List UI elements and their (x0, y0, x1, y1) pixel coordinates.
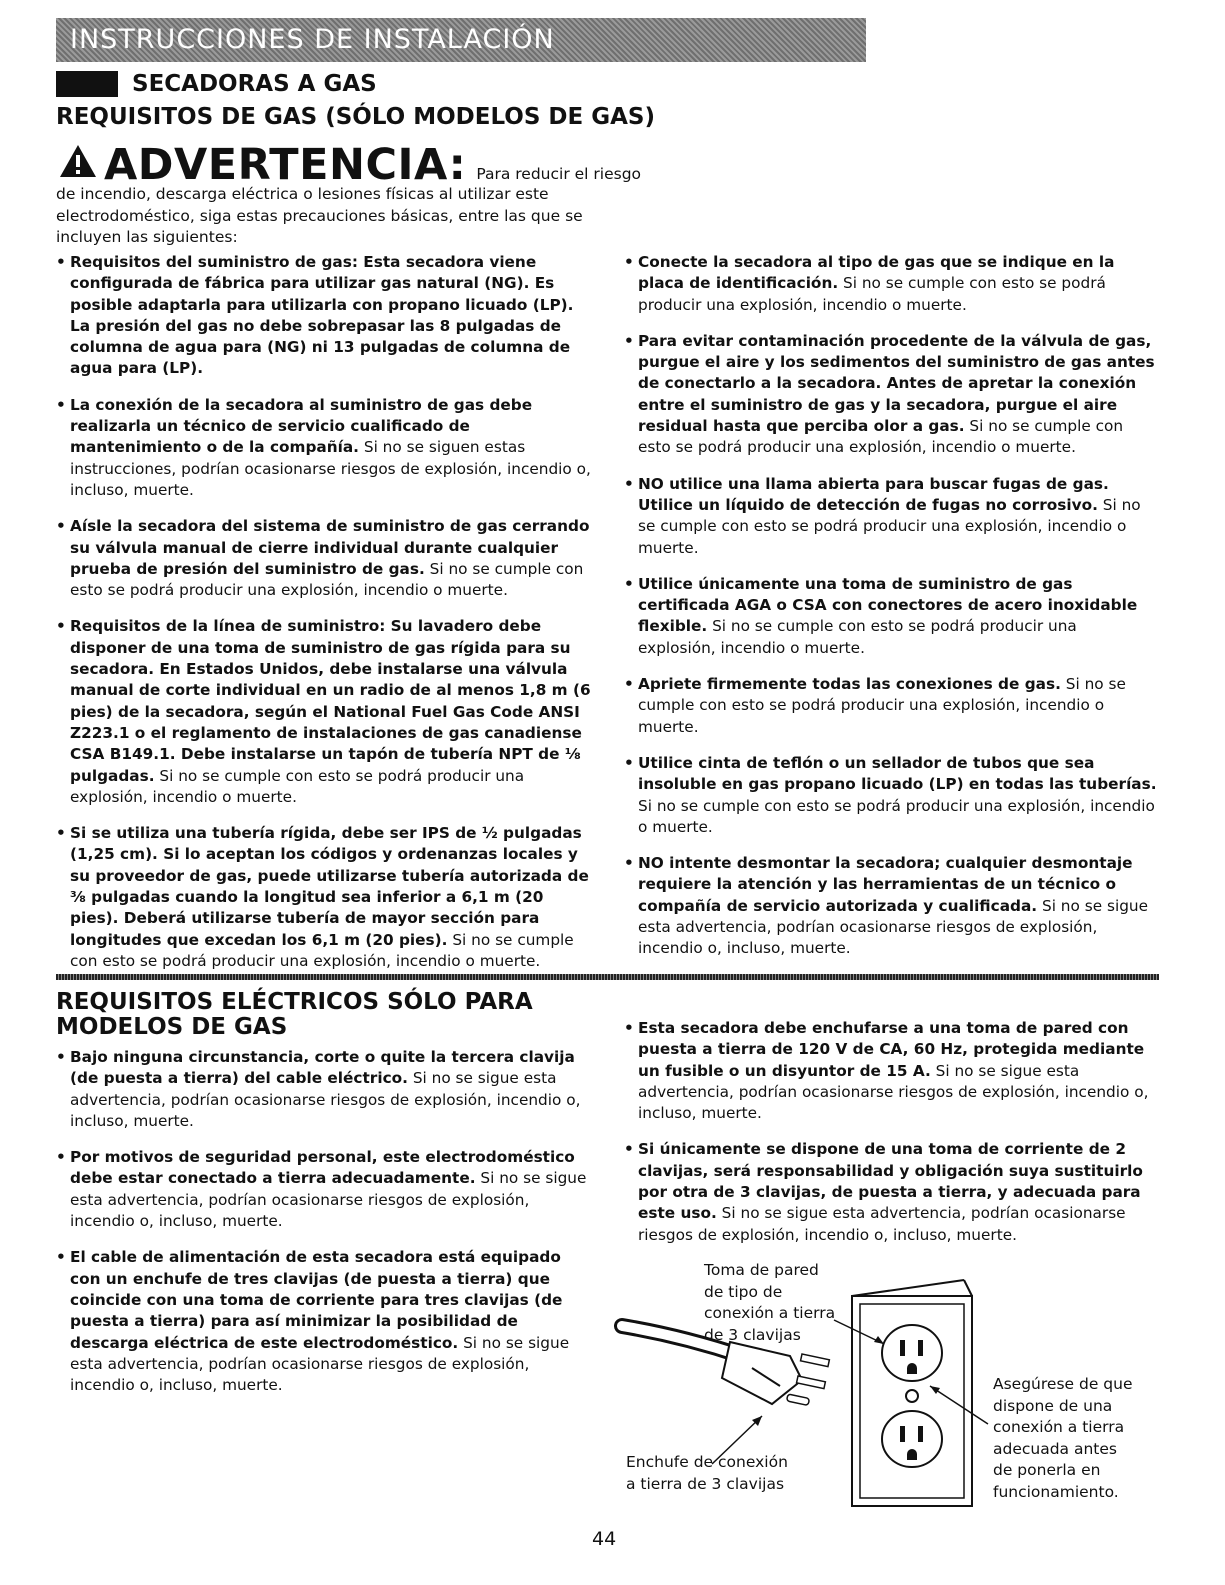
list-item-text: Si no se cumple con esto se podrá producir una explosión, incendio o muerte. (638, 796, 1155, 836)
list-item (624, 1139, 1159, 1245)
list-item (624, 853, 1159, 959)
caption-line: Enchufe de conexión (626, 1453, 788, 1471)
gas-requirements-title: REQUISITOS DE GAS (SÓLO MODELOS DE GAS) (56, 104, 655, 130)
list-item-bold-text: Esta secadora debe enchufarse a una toma de pared con puesta a tierra de 120 V de CA, 60 Hz, protegida mediante un fusible o un disyuntor de 15 A. (638, 1019, 1145, 1080)
electrical-left-column (56, 1047, 591, 1411)
list-item (56, 823, 591, 972)
outlet-receptacle-bottom (882, 1411, 942, 1467)
list-item-text: Si no se sigue esta advertencia, podrían ocasionarse riesgos de explosión, incendio o, incluso, muerte. (638, 1061, 1149, 1123)
section-header (56, 70, 377, 98)
list-item-text: Si no se cumple con esto se podrá producir una explosión, incendio o muerte. (638, 675, 1126, 736)
caption-line: Toma de pared (704, 1261, 819, 1279)
caption-line: conexión a tierra (704, 1304, 836, 1322)
electrical-title-line-1: REQUISITOS ELÉCTRICOS SÓLO PARA (56, 989, 533, 1015)
list-item-bold-text: Conecte la secadora al tipo de gas que se indique en la placa de identificación. (638, 253, 1115, 293)
list-item-text: Si no se sigue esta advertencia, podrían ocasionarse riesgos de explosión, incendio o, incluso, muerte. (638, 896, 1149, 958)
gas-requirements-left-column (56, 252, 591, 987)
warning-body: de incendio, descarga eléctrica o lesiones físicas al utilizar este electrodoméstico, siga estas precauciones básicas, entre las que se incluyen las siguientes: (56, 185, 583, 246)
caption-line: de tipo de (704, 1282, 783, 1301)
list-item (56, 516, 591, 601)
list-item-bold-text: El cable de alimentación de esta secadora está equipado con un enchufe de tres clavijas (de puesta a tierra) que coincide con una toma de corriente para tres clavijas (de puesta a tierra) para así minimizar la posibilidad de descarga eléctrica de este electrodoméstico. (70, 1248, 563, 1352)
list-item-bold-text: Por motivos de seguridad personal, este electrodoméstico debe estar conectado a tierra adecuadamente. (70, 1148, 575, 1188)
list-item-bold-text: NO utilice una llama abierta para buscar fugas de gas. Utilice un líquido de detección de fugas no corrosivo. (638, 474, 1109, 514)
list-item-bold-text: Aísle la secadora del sistema de suministro de gas cerrando su válvula manual de cierre individual durante cualquier prueba de presión del suministro de gas. (70, 517, 590, 578)
list-item-bold-text: Bajo ninguna circunstancia, corte o quite la tercera clavija (de puesta a tierra) del cable eléctrico. (70, 1048, 575, 1088)
list-item-text: Si no se sigue esta advertencia, podrían ocasionarse riesgos de explosión, incendio o, incluso, muerte. (70, 1333, 570, 1395)
list-item (624, 674, 1159, 738)
caption-line: conexión a tierra (993, 1418, 1125, 1436)
electrical-title-line-2: MODELOS DE GAS (56, 1014, 288, 1040)
list-item (624, 753, 1159, 838)
electrical-requirements-title (56, 990, 533, 1040)
list-item (56, 395, 591, 501)
list-item (624, 474, 1159, 559)
list-item-text: Si no se cumple con esto se podrá producir una explosión, incendio o muerte. (638, 417, 1124, 457)
section-banner: INSTRUCCIONES DE INSTALACIÓN (56, 18, 866, 62)
header-block-marker (56, 71, 118, 97)
list-item (624, 331, 1159, 459)
list-item (56, 1047, 591, 1132)
list-item-bold-text: Utilice únicamente una toma de suministro de gas certificada AGA o CSA con conectores de acero inoxidable flexible. (638, 574, 1138, 636)
caption-line: a tierra de 3 clavijas (626, 1474, 785, 1493)
section-divider (56, 974, 1159, 980)
list-item-bold-text: Para evitar contaminación procedente de la válvula de gas, purgue el aire y los sedimentos del suministro de gas antes de conectarlo a la secadora. Antes de apretar la conexión entre el suministro de gas y la secadora, purgue el aire residual hasta que perciba olor a gas. (638, 331, 1155, 436)
caption-line: adecuada antes (993, 1439, 1117, 1458)
list-item (56, 1147, 591, 1232)
list-item-text: Si no se cumple con esto se podrá producir una explosión, incendio o muerte. (70, 559, 584, 600)
list-item-text: Si no se sigue esta advertencia, podrían ocasionarse riesgos de explosión, incendio o, incluso, muerte. (638, 1204, 1126, 1244)
list-item-bold-text: NO intente desmontar la secadora; cualquier desmontaje requiere la atención y las herramientas de un técnico o compañía de servicio autorizada y cualificada. (638, 854, 1133, 915)
list-item-bold-text: Utilice cinta de teflón o un sellador de tubos que sea insoluble en gas propano licuado (LP) en todas las tuberías. (638, 753, 1157, 794)
caption-line: de 3 clavijas (704, 1325, 801, 1344)
list-item-text: Si no se cumple con esto se podrá producir una explosión, incendio o muerte. (638, 495, 1141, 557)
page-number: 44 (592, 1528, 617, 1550)
list-item-bold-text: Apriete firmemente todas las conexiones de gas. (638, 675, 1061, 694)
list-item (624, 252, 1159, 316)
list-item (624, 574, 1159, 659)
list-item-text: Si no se cumple con esto se podrá producir una explosión, incendio o muerte. (70, 766, 525, 806)
list-item (56, 252, 591, 380)
outlet-caption (704, 1260, 835, 1346)
list-item (56, 616, 591, 808)
list-item-bold-text: La conexión de la secadora al suministro de gas debe realizarla un técnico de servicio cualificado de mantenimiento o de la compañía. (70, 395, 533, 457)
electrical-right-column (624, 1018, 1159, 1261)
outlet-receptacle-top (882, 1325, 942, 1381)
gas-requirements-right-column (624, 252, 1159, 975)
caption-line: dispone de una (993, 1396, 1113, 1415)
list-item-bold-text: Requisitos de la línea de suministro: Su lavadero debe disponer de una toma de suministro de gas rígida para su secadora. En Estados Unidos, debe instalarse una válvula manual de corte individual en un radio de al menos 1,8 m (6 pies) de la secadora, según el National Fuel Gas Code ANSI Z223.1 o el reglamento de instalaciones de gas canadiense CSA B149.1. Debe instalarse un tapón de tubería NPT de ⅛ pulgadas. (70, 617, 591, 785)
outlet-screw (906, 1390, 918, 1402)
warning-line (58, 140, 641, 190)
list-item-text: Si no se cumple con esto se podrá producir una explosión, incendio o muerte. (638, 274, 1106, 314)
warning-word: ADVERTENCIA: (104, 140, 467, 190)
warning-triangle-icon (58, 143, 98, 179)
list-item-text: Si no se cumple con esto se podrá producir una explosión, incendio o muerte. (638, 617, 1077, 657)
list-item-bold-text: Si se utiliza una tubería rígida, debe ser IPS de ½ pulgadas (1,25 cm). Si lo aceptan los códigos y ordenanzas locales y su proveedor de gas, puede utilizarse tubería autorizada de ⅜ pulgadas cuando la longitud sea inferior a 6,1 m (20 pies). Deberá utilizarse tubería de mayor sección para longitudes que excedan los 6,1 m (20 pies). (70, 824, 589, 949)
caption-line: funcionamiento. (993, 1482, 1119, 1501)
section-title: SECADORAS A GAS (132, 71, 377, 97)
list-item-text: Si no se cumple con esto se podrá producir una explosión, incendio o muerte. (70, 930, 574, 970)
list-item-text: Si no se siguen estas instrucciones, podrían ocasionarse riesgos de explosión, incendio o, incluso, muerte. (70, 438, 591, 499)
list-item-text: Si no se sigue esta advertencia, podrían ocasionarse riesgos de explosión, incendio o, incluso, muerte. (70, 1169, 587, 1231)
caption-line: Asegúrese de que (993, 1375, 1133, 1393)
grounding-check-caption (993, 1374, 1133, 1503)
list-item-bold-text: Requisitos del suministro de gas: Esta secadora viene configurada de fábrica para utilizar gas natural (NG). Es posible adaptarla para utilizarla con propano licuado (LP). La presión del gas no debe sobrepasar las 8 pulgadas de columna de agua para (NG) ni 13 pulgadas de columna de agua para (LP). (70, 253, 574, 378)
caption-line: de ponerla en (993, 1461, 1101, 1479)
warning-lead: Para reducir el riesgo (476, 165, 642, 183)
list-item-text: Si no se sigue esta advertencia, podrían ocasionarse riesgos de explosión, incendio o, incluso, muerte. (70, 1069, 581, 1130)
list-item-bold-text: Si únicamente se dispone de una toma de corriente de 2 clavijas, será responsabilidad y obligación suya sustituirlo por otra de 3 clavijas, de puesta a tierra, y adecuada para este uso. (638, 1140, 1143, 1223)
plug-caption (626, 1452, 788, 1495)
list-item (56, 1247, 591, 1396)
list-item (624, 1018, 1159, 1124)
